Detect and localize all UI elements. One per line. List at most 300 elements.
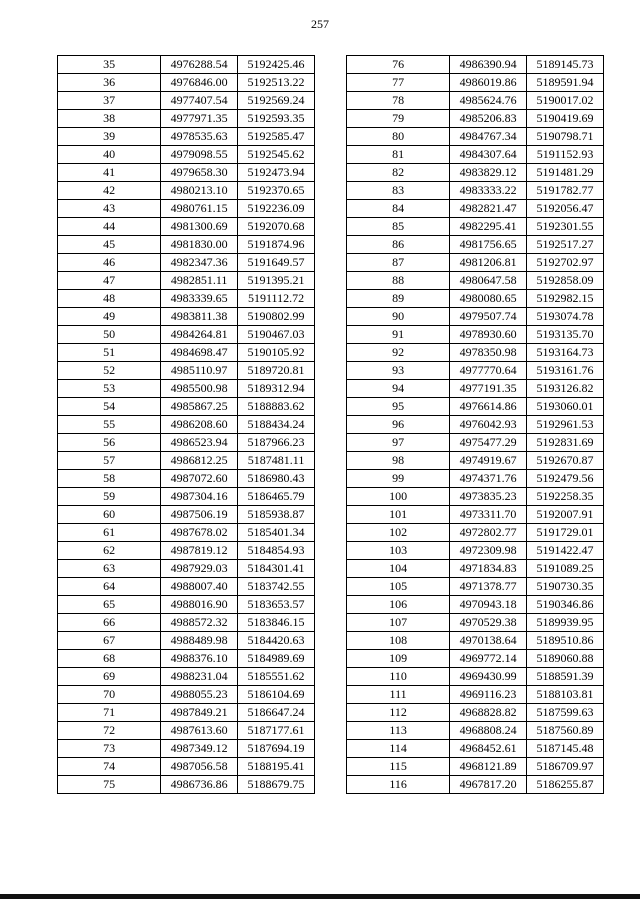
point-number-cell: 41 xyxy=(58,164,161,182)
y-coordinate-cell: 5193164.73 xyxy=(527,344,604,362)
x-coordinate-cell: 4982295.41 xyxy=(450,218,527,236)
x-coordinate-cell: 4978350.98 xyxy=(450,344,527,362)
point-number-cell: 83 xyxy=(347,182,450,200)
x-coordinate-cell: 4988572.32 xyxy=(161,614,238,632)
y-coordinate-cell: 5184854.93 xyxy=(238,542,315,560)
point-number-cell: 112 xyxy=(347,704,450,722)
y-coordinate-cell: 5192513.22 xyxy=(238,74,315,92)
table-row xyxy=(347,74,604,92)
y-coordinate-cell: 5187177.61 xyxy=(238,722,315,740)
point-number-cell: 90 xyxy=(347,308,450,326)
point-number-cell: 47 xyxy=(58,272,161,290)
x-coordinate-cell: 4978930.60 xyxy=(450,326,527,344)
x-coordinate-cell: 4987056.58 xyxy=(161,758,238,776)
y-coordinate-cell: 5184301.41 xyxy=(238,560,315,578)
table-row xyxy=(58,434,315,452)
table-row xyxy=(347,506,604,524)
y-coordinate-cell: 5189060.88 xyxy=(527,650,604,668)
point-number-cell: 96 xyxy=(347,416,450,434)
table-row xyxy=(347,344,604,362)
y-coordinate-cell: 5188103.81 xyxy=(527,686,604,704)
table-row xyxy=(58,740,315,758)
point-number-cell: 62 xyxy=(58,542,161,560)
point-number-cell: 74 xyxy=(58,758,161,776)
x-coordinate-cell: 4979507.74 xyxy=(450,308,527,326)
x-coordinate-cell: 4977971.35 xyxy=(161,110,238,128)
y-coordinate-cell: 5193126.82 xyxy=(527,380,604,398)
point-number-cell: 108 xyxy=(347,632,450,650)
point-number-cell: 68 xyxy=(58,650,161,668)
y-coordinate-cell: 5186980.43 xyxy=(238,470,315,488)
table-row xyxy=(347,236,604,254)
table-row xyxy=(58,776,315,794)
table-row xyxy=(347,650,604,668)
x-coordinate-cell: 4987929.03 xyxy=(161,560,238,578)
table-row xyxy=(58,236,315,254)
y-coordinate-cell: 5192545.62 xyxy=(238,146,315,164)
table-row xyxy=(347,614,604,632)
x-coordinate-cell: 4971834.83 xyxy=(450,560,527,578)
x-coordinate-cell: 4985624.76 xyxy=(450,92,527,110)
y-coordinate-cell: 5185401.34 xyxy=(238,524,315,542)
y-coordinate-cell: 5192370.65 xyxy=(238,182,315,200)
table-row xyxy=(347,290,604,308)
x-coordinate-cell: 4978535.63 xyxy=(161,128,238,146)
table-row xyxy=(58,272,315,290)
table-row xyxy=(347,776,604,794)
y-coordinate-cell: 5183846.15 xyxy=(238,614,315,632)
y-coordinate-cell: 5189145.73 xyxy=(527,56,604,74)
table-row xyxy=(58,290,315,308)
x-coordinate-cell: 4984698.47 xyxy=(161,344,238,362)
point-number-cell: 64 xyxy=(58,578,161,596)
y-coordinate-cell: 5192858.09 xyxy=(527,272,604,290)
y-coordinate-cell: 5188883.62 xyxy=(238,398,315,416)
x-coordinate-cell: 4981206.81 xyxy=(450,254,527,272)
table-row xyxy=(58,560,315,578)
table-row xyxy=(347,524,604,542)
table-row xyxy=(58,506,315,524)
y-coordinate-cell: 5191649.57 xyxy=(238,254,315,272)
y-coordinate-cell: 5193135.70 xyxy=(527,326,604,344)
x-coordinate-cell: 4973311.70 xyxy=(450,506,527,524)
table-row xyxy=(58,254,315,272)
point-number-cell: 111 xyxy=(347,686,450,704)
y-coordinate-cell: 5192425.46 xyxy=(238,56,315,74)
table-row xyxy=(347,380,604,398)
x-coordinate-cell: 4987072.60 xyxy=(161,470,238,488)
table-row xyxy=(58,668,315,686)
point-number-cell: 102 xyxy=(347,524,450,542)
x-coordinate-cell: 4988016.90 xyxy=(161,596,238,614)
table-row xyxy=(58,614,315,632)
y-coordinate-cell: 5191422.47 xyxy=(527,542,604,560)
point-number-cell: 115 xyxy=(347,758,450,776)
point-number-cell: 91 xyxy=(347,326,450,344)
x-coordinate-cell: 4984307.64 xyxy=(450,146,527,164)
table-row xyxy=(347,128,604,146)
y-coordinate-cell: 5191112.72 xyxy=(238,290,315,308)
point-number-cell: 55 xyxy=(58,416,161,434)
point-number-cell: 105 xyxy=(347,578,450,596)
point-number-cell: 93 xyxy=(347,362,450,380)
y-coordinate-cell: 5189312.94 xyxy=(238,380,315,398)
table-row xyxy=(347,218,604,236)
x-coordinate-cell: 4988376.10 xyxy=(161,650,238,668)
x-coordinate-cell: 4967817.20 xyxy=(450,776,527,794)
y-coordinate-cell: 5188679.75 xyxy=(238,776,315,794)
y-coordinate-cell: 5185938.87 xyxy=(238,506,315,524)
bottom-rule xyxy=(0,894,640,899)
x-coordinate-cell: 4977407.54 xyxy=(161,92,238,110)
y-coordinate-cell: 5187481.11 xyxy=(238,452,315,470)
table-row xyxy=(347,56,604,74)
table-row xyxy=(347,578,604,596)
point-number-cell: 81 xyxy=(347,146,450,164)
point-number-cell: 35 xyxy=(58,56,161,74)
x-coordinate-cell: 4987849.21 xyxy=(161,704,238,722)
point-number-cell: 84 xyxy=(347,200,450,218)
y-coordinate-cell: 5184989.69 xyxy=(238,650,315,668)
x-coordinate-cell: 4988231.04 xyxy=(161,668,238,686)
x-coordinate-cell: 4969116.23 xyxy=(450,686,527,704)
y-coordinate-cell: 5192007.91 xyxy=(527,506,604,524)
x-coordinate-cell: 4983829.12 xyxy=(450,164,527,182)
point-number-cell: 82 xyxy=(347,164,450,182)
table-row xyxy=(58,128,315,146)
x-coordinate-cell: 4968808.24 xyxy=(450,722,527,740)
point-number-cell: 49 xyxy=(58,308,161,326)
table-row xyxy=(58,524,315,542)
y-coordinate-cell: 5192961.53 xyxy=(527,416,604,434)
table-row xyxy=(58,164,315,182)
x-coordinate-cell: 4980080.65 xyxy=(450,290,527,308)
point-number-cell: 43 xyxy=(58,200,161,218)
x-coordinate-cell: 4984264.81 xyxy=(161,326,238,344)
table-row xyxy=(58,326,315,344)
table-row xyxy=(347,362,604,380)
table-row xyxy=(58,650,315,668)
x-coordinate-cell: 4985500.98 xyxy=(161,380,238,398)
coordinates-table-right xyxy=(346,55,604,794)
y-coordinate-cell: 5187694.19 xyxy=(238,740,315,758)
table-row xyxy=(347,182,604,200)
table-row xyxy=(58,308,315,326)
x-coordinate-cell: 4977770.64 xyxy=(450,362,527,380)
x-coordinate-cell: 4969430.99 xyxy=(450,668,527,686)
y-coordinate-cell: 5190798.71 xyxy=(527,128,604,146)
x-coordinate-cell: 4976288.54 xyxy=(161,56,238,74)
table-row xyxy=(347,470,604,488)
y-coordinate-cell: 5184420.63 xyxy=(238,632,315,650)
x-coordinate-cell: 4983333.22 xyxy=(450,182,527,200)
y-coordinate-cell: 5187560.89 xyxy=(527,722,604,740)
point-number-cell: 97 xyxy=(347,434,450,452)
y-coordinate-cell: 5192670.87 xyxy=(527,452,604,470)
table-row xyxy=(347,146,604,164)
x-coordinate-cell: 4979098.55 xyxy=(161,146,238,164)
y-coordinate-cell: 5187599.63 xyxy=(527,704,604,722)
x-coordinate-cell: 4983339.65 xyxy=(161,290,238,308)
table-row xyxy=(347,326,604,344)
x-coordinate-cell: 4987304.16 xyxy=(161,488,238,506)
table-row xyxy=(58,452,315,470)
x-coordinate-cell: 4983811.38 xyxy=(161,308,238,326)
point-number-cell: 89 xyxy=(347,290,450,308)
y-coordinate-cell: 5189510.86 xyxy=(527,632,604,650)
y-coordinate-cell: 5186255.87 xyxy=(527,776,604,794)
table-row xyxy=(58,596,315,614)
x-coordinate-cell: 4982821.47 xyxy=(450,200,527,218)
x-coordinate-cell: 4968828.82 xyxy=(450,704,527,722)
x-coordinate-cell: 4986736.86 xyxy=(161,776,238,794)
point-number-cell: 56 xyxy=(58,434,161,452)
point-number-cell: 67 xyxy=(58,632,161,650)
y-coordinate-cell: 5189939.95 xyxy=(527,614,604,632)
point-number-cell: 73 xyxy=(58,740,161,758)
point-number-cell: 106 xyxy=(347,596,450,614)
y-coordinate-cell: 5192569.24 xyxy=(238,92,315,110)
table-row xyxy=(347,560,604,578)
x-coordinate-cell: 4968452.61 xyxy=(450,740,527,758)
y-coordinate-cell: 5190467.03 xyxy=(238,326,315,344)
table-row xyxy=(58,218,315,236)
y-coordinate-cell: 5191089.25 xyxy=(527,560,604,578)
y-coordinate-cell: 5192070.68 xyxy=(238,218,315,236)
point-number-cell: 103 xyxy=(347,542,450,560)
x-coordinate-cell: 4972309.98 xyxy=(450,542,527,560)
x-coordinate-cell: 4974919.67 xyxy=(450,452,527,470)
y-coordinate-cell: 5192702.97 xyxy=(527,254,604,272)
x-coordinate-cell: 4986208.60 xyxy=(161,416,238,434)
x-coordinate-cell: 4971378.77 xyxy=(450,578,527,596)
y-coordinate-cell: 5190346.86 xyxy=(527,596,604,614)
point-number-cell: 59 xyxy=(58,488,161,506)
table-row xyxy=(58,380,315,398)
x-coordinate-cell: 4987819.12 xyxy=(161,542,238,560)
point-number-cell: 54 xyxy=(58,398,161,416)
y-coordinate-cell: 5193074.78 xyxy=(527,308,604,326)
point-number-cell: 38 xyxy=(58,110,161,128)
point-number-cell: 87 xyxy=(347,254,450,272)
table-row xyxy=(347,722,604,740)
y-coordinate-cell: 5186465.79 xyxy=(238,488,315,506)
table-row xyxy=(347,668,604,686)
point-number-cell: 52 xyxy=(58,362,161,380)
point-number-cell: 76 xyxy=(347,56,450,74)
y-coordinate-cell: 5191481.29 xyxy=(527,164,604,182)
table-row xyxy=(58,146,315,164)
x-coordinate-cell: 4986812.25 xyxy=(161,452,238,470)
point-number-cell: 39 xyxy=(58,128,161,146)
table-row xyxy=(347,200,604,218)
table-row xyxy=(58,686,315,704)
y-coordinate-cell: 5188591.39 xyxy=(527,668,604,686)
point-number-cell: 65 xyxy=(58,596,161,614)
x-coordinate-cell: 4980647.58 xyxy=(450,272,527,290)
x-coordinate-cell: 4987349.12 xyxy=(161,740,238,758)
table-row xyxy=(347,254,604,272)
y-coordinate-cell: 5190802.99 xyxy=(238,308,315,326)
x-coordinate-cell: 4968121.89 xyxy=(450,758,527,776)
point-number-cell: 77 xyxy=(347,74,450,92)
table-row xyxy=(58,362,315,380)
point-number-cell: 37 xyxy=(58,92,161,110)
y-coordinate-cell: 5192517.27 xyxy=(527,236,604,254)
y-coordinate-cell: 5186647.24 xyxy=(238,704,315,722)
x-coordinate-cell: 4969772.14 xyxy=(450,650,527,668)
x-coordinate-cell: 4988007.40 xyxy=(161,578,238,596)
x-coordinate-cell: 4985867.25 xyxy=(161,398,238,416)
y-coordinate-cell: 5186709.97 xyxy=(527,758,604,776)
table-row xyxy=(347,416,604,434)
x-coordinate-cell: 4981300.69 xyxy=(161,218,238,236)
x-coordinate-cell: 4980213.10 xyxy=(161,182,238,200)
x-coordinate-cell: 4977191.35 xyxy=(450,380,527,398)
y-coordinate-cell: 5190419.69 xyxy=(527,110,604,128)
y-coordinate-cell: 5192258.35 xyxy=(527,488,604,506)
point-number-cell: 40 xyxy=(58,146,161,164)
point-number-cell: 86 xyxy=(347,236,450,254)
table-row xyxy=(58,110,315,128)
point-number-cell: 94 xyxy=(347,380,450,398)
point-number-cell: 63 xyxy=(58,560,161,578)
point-number-cell: 66 xyxy=(58,614,161,632)
point-number-cell: 50 xyxy=(58,326,161,344)
y-coordinate-cell: 5192301.55 xyxy=(527,218,604,236)
x-coordinate-cell: 4981830.00 xyxy=(161,236,238,254)
y-coordinate-cell: 5192593.35 xyxy=(238,110,315,128)
y-coordinate-cell: 5185551.62 xyxy=(238,668,315,686)
table-row xyxy=(347,452,604,470)
point-number-cell: 88 xyxy=(347,272,450,290)
y-coordinate-cell: 5186104.69 xyxy=(238,686,315,704)
y-coordinate-cell: 5191729.01 xyxy=(527,524,604,542)
x-coordinate-cell: 4986390.94 xyxy=(450,56,527,74)
y-coordinate-cell: 5188195.41 xyxy=(238,758,315,776)
x-coordinate-cell: 4982851.11 xyxy=(161,272,238,290)
table-row xyxy=(58,344,315,362)
y-coordinate-cell: 5191152.93 xyxy=(527,146,604,164)
x-coordinate-cell: 4979658.30 xyxy=(161,164,238,182)
point-number-cell: 53 xyxy=(58,380,161,398)
y-coordinate-cell: 5192473.94 xyxy=(238,164,315,182)
page-number: 257 xyxy=(311,17,329,31)
table-row xyxy=(58,488,315,506)
table-row xyxy=(347,632,604,650)
x-coordinate-cell: 4980761.15 xyxy=(161,200,238,218)
table-row xyxy=(58,542,315,560)
table-row xyxy=(58,92,315,110)
point-number-cell: 61 xyxy=(58,524,161,542)
point-number-cell: 95 xyxy=(347,398,450,416)
table-row xyxy=(58,578,315,596)
table-row xyxy=(347,434,604,452)
point-number-cell: 57 xyxy=(58,452,161,470)
point-number-cell: 99 xyxy=(347,470,450,488)
point-number-cell: 114 xyxy=(347,740,450,758)
point-number-cell: 36 xyxy=(58,74,161,92)
point-number-cell: 107 xyxy=(347,614,450,632)
y-coordinate-cell: 5192056.47 xyxy=(527,200,604,218)
table-row xyxy=(58,200,315,218)
point-number-cell: 100 xyxy=(347,488,450,506)
table-row xyxy=(347,542,604,560)
table-row xyxy=(347,488,604,506)
point-number-cell: 113 xyxy=(347,722,450,740)
y-coordinate-cell: 5191874.96 xyxy=(238,236,315,254)
y-coordinate-cell: 5191782.77 xyxy=(527,182,604,200)
table-row xyxy=(58,704,315,722)
table-row xyxy=(347,308,604,326)
y-coordinate-cell: 5190105.92 xyxy=(238,344,315,362)
x-coordinate-cell: 4987506.19 xyxy=(161,506,238,524)
point-number-cell: 72 xyxy=(58,722,161,740)
x-coordinate-cell: 4986523.94 xyxy=(161,434,238,452)
point-number-cell: 116 xyxy=(347,776,450,794)
point-number-cell: 44 xyxy=(58,218,161,236)
point-number-cell: 70 xyxy=(58,686,161,704)
x-coordinate-cell: 4975477.29 xyxy=(450,434,527,452)
y-coordinate-cell: 5188434.24 xyxy=(238,416,315,434)
point-number-cell: 101 xyxy=(347,506,450,524)
y-coordinate-cell: 5192831.69 xyxy=(527,434,604,452)
x-coordinate-cell: 4974371.76 xyxy=(450,470,527,488)
x-coordinate-cell: 4976846.00 xyxy=(161,74,238,92)
table-row xyxy=(58,74,315,92)
x-coordinate-cell: 4976042.93 xyxy=(450,416,527,434)
x-coordinate-cell: 4988489.98 xyxy=(161,632,238,650)
table-row xyxy=(58,416,315,434)
point-number-cell: 51 xyxy=(58,344,161,362)
x-coordinate-cell: 4984767.34 xyxy=(450,128,527,146)
x-coordinate-cell: 4981756.65 xyxy=(450,236,527,254)
y-coordinate-cell: 5189591.94 xyxy=(527,74,604,92)
point-number-cell: 60 xyxy=(58,506,161,524)
x-coordinate-cell: 4988055.23 xyxy=(161,686,238,704)
y-coordinate-cell: 5193161.76 xyxy=(527,362,604,380)
point-number-cell: 78 xyxy=(347,92,450,110)
table-row xyxy=(58,632,315,650)
table-row xyxy=(347,92,604,110)
y-coordinate-cell: 5192479.56 xyxy=(527,470,604,488)
y-coordinate-cell: 5183742.55 xyxy=(238,578,315,596)
table-row xyxy=(347,272,604,290)
x-coordinate-cell: 4985110.97 xyxy=(161,362,238,380)
x-coordinate-cell: 4972802.77 xyxy=(450,524,527,542)
y-coordinate-cell: 5187966.23 xyxy=(238,434,315,452)
table-row xyxy=(58,398,315,416)
y-coordinate-cell: 5183653.57 xyxy=(238,596,315,614)
x-coordinate-cell: 4970943.18 xyxy=(450,596,527,614)
point-number-cell: 58 xyxy=(58,470,161,488)
point-number-cell: 48 xyxy=(58,290,161,308)
point-number-cell: 75 xyxy=(58,776,161,794)
point-number-cell: 42 xyxy=(58,182,161,200)
y-coordinate-cell: 5192236.09 xyxy=(238,200,315,218)
point-number-cell: 71 xyxy=(58,704,161,722)
y-coordinate-cell: 5192585.47 xyxy=(238,128,315,146)
x-coordinate-cell: 4982347.36 xyxy=(161,254,238,272)
table-row xyxy=(347,758,604,776)
x-coordinate-cell: 4985206.83 xyxy=(450,110,527,128)
x-coordinate-cell: 4987613.60 xyxy=(161,722,238,740)
x-coordinate-cell: 4986019.86 xyxy=(450,74,527,92)
table-row xyxy=(58,722,315,740)
y-coordinate-cell: 5190730.35 xyxy=(527,578,604,596)
point-number-cell: 109 xyxy=(347,650,450,668)
point-number-cell: 69 xyxy=(58,668,161,686)
